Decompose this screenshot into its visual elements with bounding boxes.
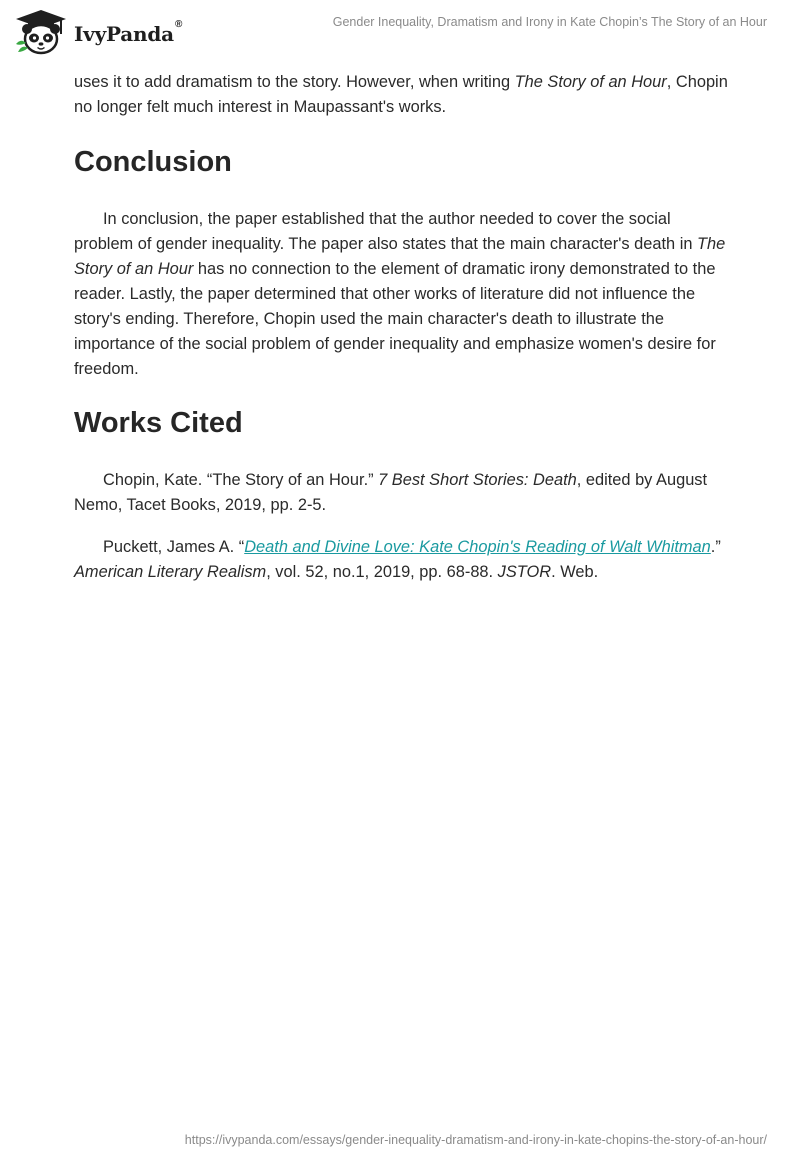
works-cited-heading: Works Cited (74, 407, 243, 439)
intro-paragraph: uses it to add dramatism to the story. However, when writing The Story of an Hour, Chopin no longer felt much interest in Maupassant's works. (74, 73, 728, 116)
story-title-italic: The Story of an Hour (514, 73, 667, 91)
document-title-header: Gender Inequality, Dramatism and Irony in Kate Chopin’s The Story of an Hour (332, 15, 767, 29)
logo-wordmark: IvyPanda® (74, 19, 183, 46)
document-body (74, 70, 734, 585)
ivypanda-logo[interactable] (14, 8, 182, 58)
citation-puckett: Puckett, James A. “Death and Divine Love: Kate Chopin's Reading of Walt Whitman.” American Literary Realism, vol. 52, no.1, 2019, pp. 68-88. JSTOR. Web. (74, 538, 721, 581)
story-title-italic: The Story of an Hour (74, 235, 726, 278)
conclusion-paragraph: In conclusion, the paper established that the author needed to cover the social problem of gender inequality. The paper also states that the main character's death in The Story of an Hour has no connection to the element of dramatic irony demonstrated to the reader. Lastly, the paper determined that other works of literature did not influence the story's ending. Therefore, Chopin used the main character's death to illustrate the importance of the social problem of gender inequality and emphasize women's desire for freedom. (74, 210, 726, 378)
citation-chopin: Chopin, Kate. “The Story of an Hour.” 7 Best Short Stories: Death, edited by August Nemo, Tacet Books, 2019, pp. 2-5. (74, 471, 708, 514)
conclusion-heading: Conclusion (74, 146, 232, 178)
panda-graduate-icon (14, 8, 68, 58)
source-url-footer: https://ivypanda.com/essays/gender-inequality-dramatism-and-irony-in-kate-chopins-the-story-of-an-hour/ (184, 1133, 767, 1147)
citation-article-link[interactable]: Death and Divine Love: Kate Chopin's Reading of Walt Whitman (244, 538, 711, 556)
